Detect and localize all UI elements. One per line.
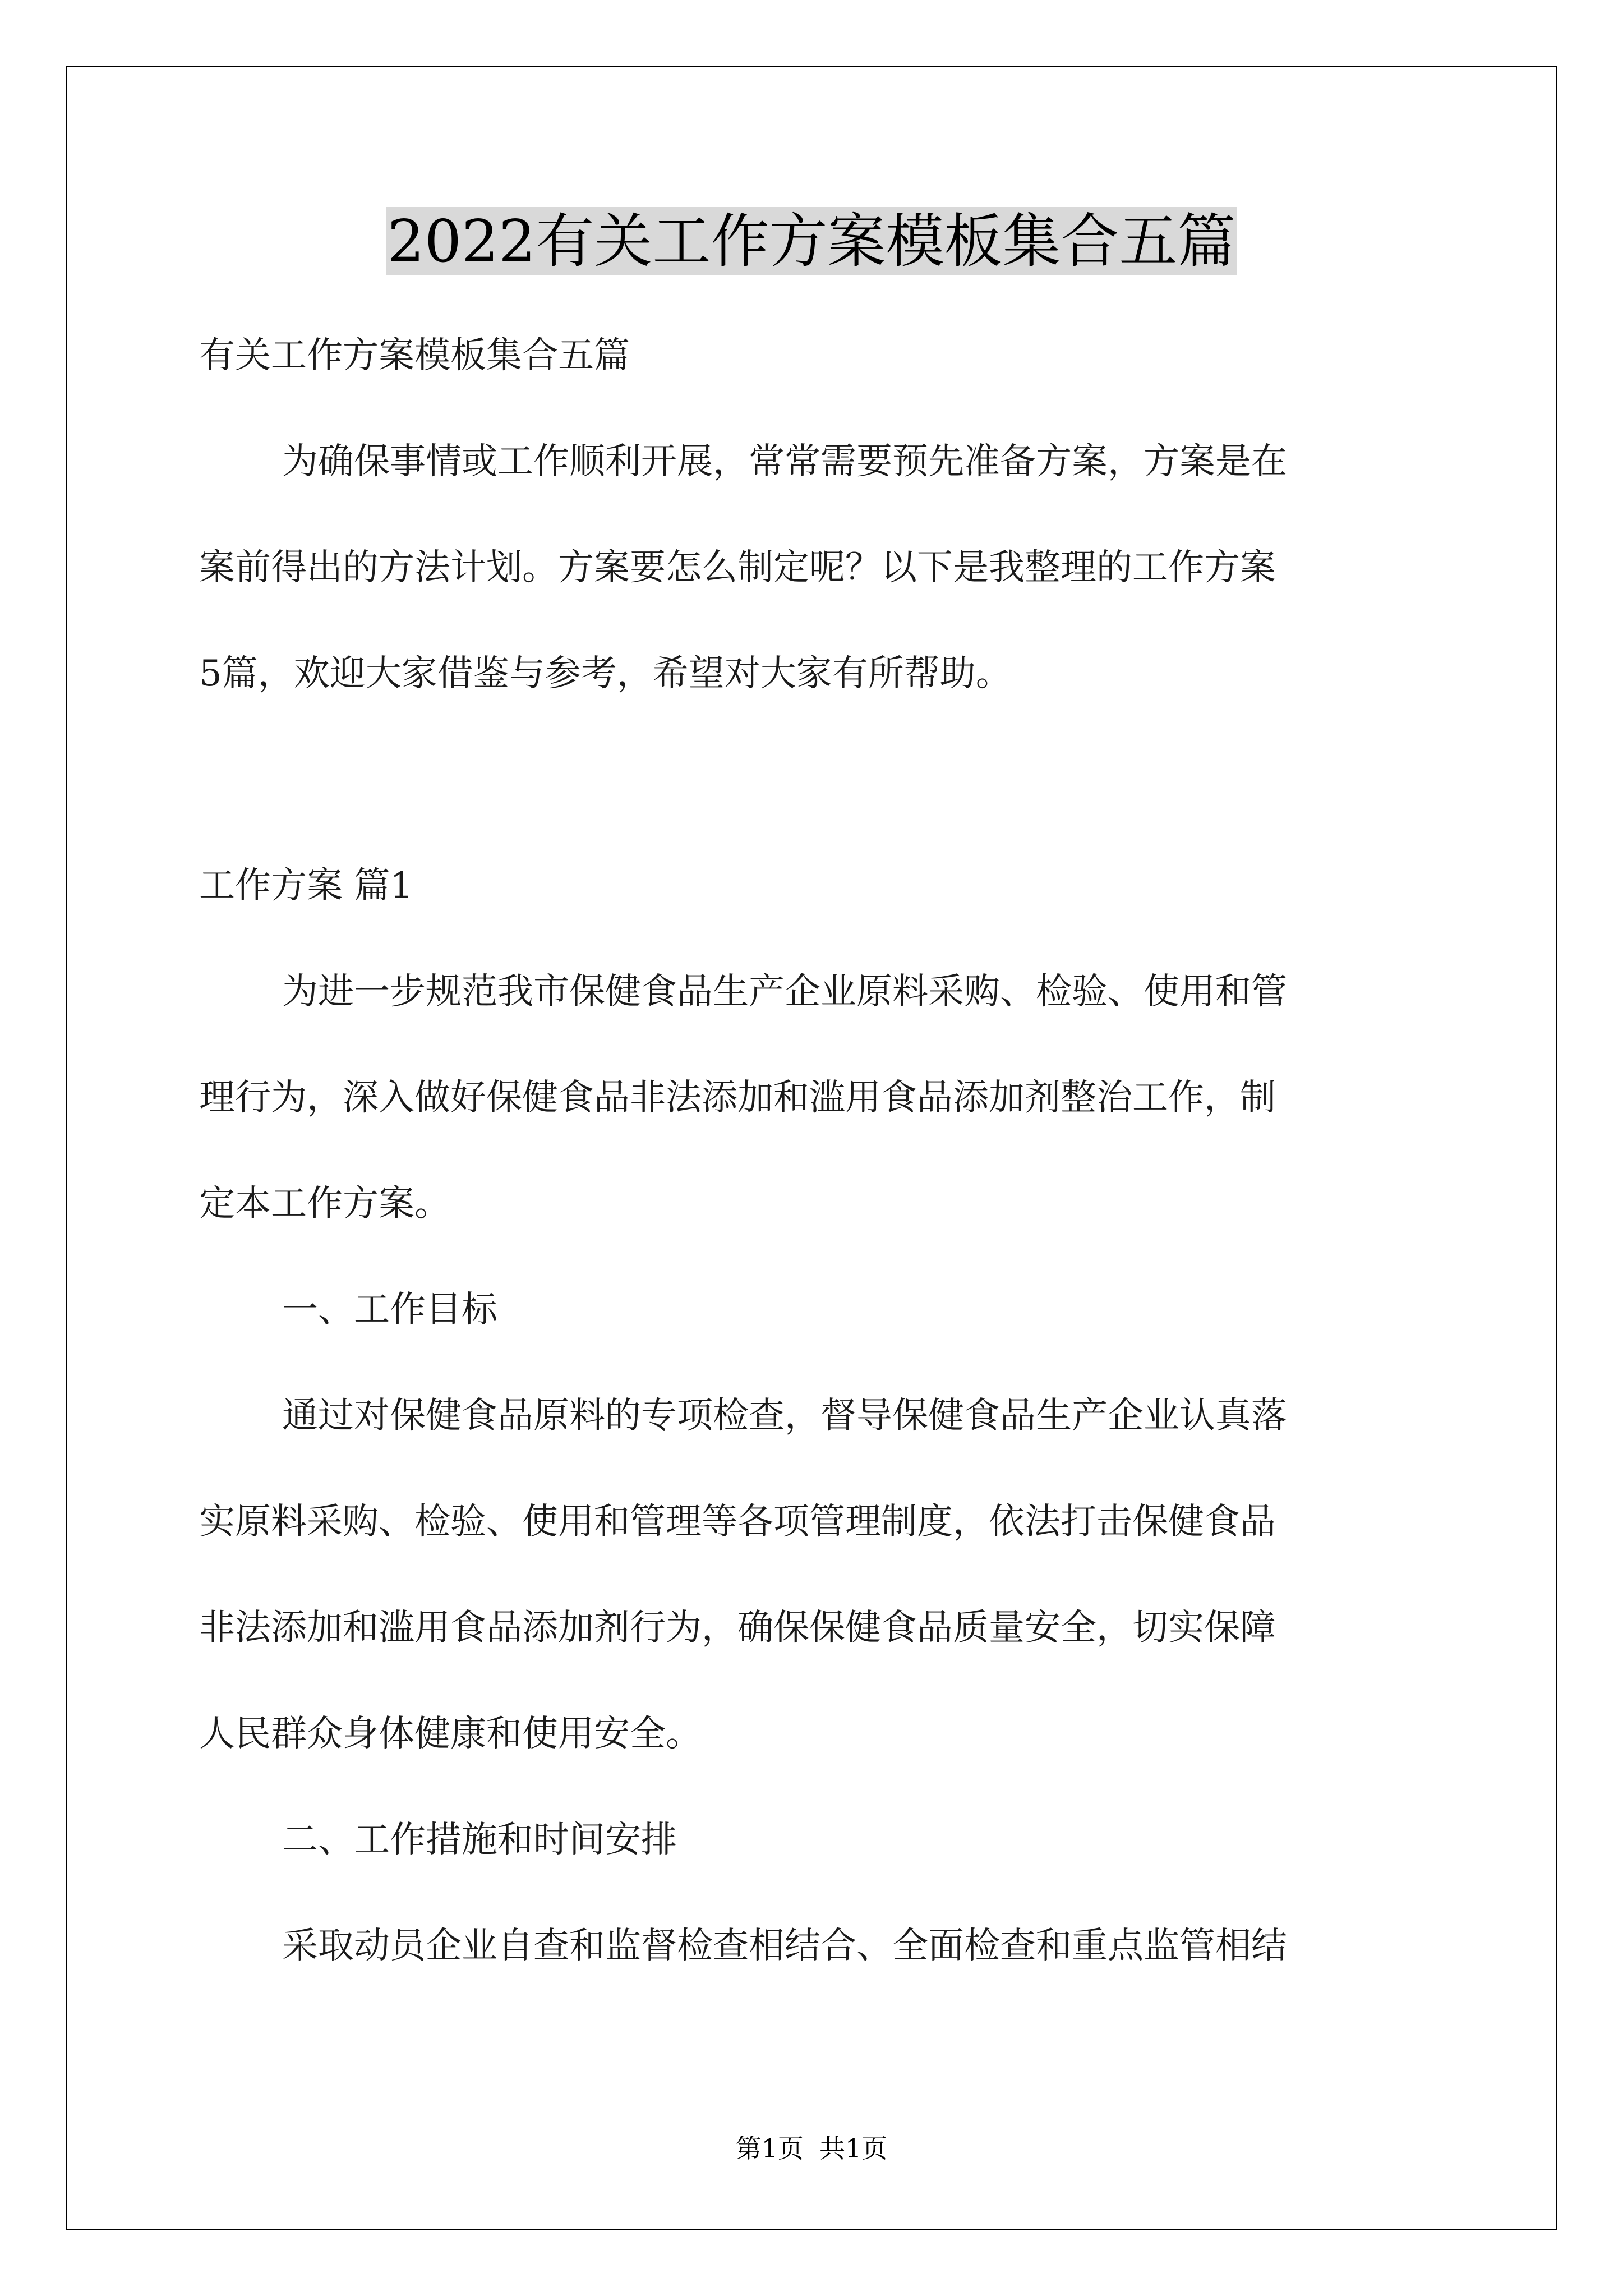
paragraph-line: 非法添加和滥用食品添加剂行为，确保保健食品质量安全，切实保障 (199, 1607, 1276, 1649)
paragraph-line: 为进一步规范我市保健食品生产企业原料采购、检验、使用和管 (282, 971, 1287, 1013)
blank-line (199, 727, 1428, 833)
heading-measures: 二、工作措施和时间安排 (282, 1819, 677, 1861)
section-heading: 工作方案 篇1 (199, 865, 413, 907)
subtitle: 有关工作方案模板集合五篇 (199, 335, 630, 376)
document-title (0, 202, 1623, 280)
page-footer (0, 2132, 1623, 2165)
page-total: 共1页 (819, 2133, 888, 2164)
paragraph-line: 实原料采购、检验、使用和管理等各项管理制度，依法打击保健食品 (199, 1501, 1276, 1543)
document-title-text: 2022有关工作方案模板集合五篇 (387, 207, 1236, 275)
intro-line: 案前得出的方法计划。方案要怎么制定呢？以下是我整理的工作方案 (199, 547, 1276, 588)
paragraph-line: 理行为，深入做好保健食品非法添加和滥用食品添加剂整治工作，制 (199, 1077, 1276, 1119)
paragraph-line: 人民群众身体健康和使用安全。 (199, 1713, 702, 1755)
document-body (199, 303, 1428, 1999)
intro-line: 5篇，欢迎大家借鉴与参考，希望对大家有所帮助。 (199, 653, 1012, 694)
paragraph-line: 采取动员企业自查和监督检查相结合、全面检查和重点监管相结 (282, 1925, 1287, 1967)
heading-goal: 一、工作目标 (282, 1289, 497, 1331)
page-number: 第1页 (735, 2133, 804, 2164)
intro-line: 为确保事情或工作顺利开展，常常需要预先准备方案，方案是在 (282, 441, 1287, 482)
paragraph-line: 通过对保健食品原料的专项检查，督导保健食品生产企业认真落 (282, 1395, 1287, 1437)
paragraph-line: 定本工作方案。 (199, 1183, 450, 1225)
